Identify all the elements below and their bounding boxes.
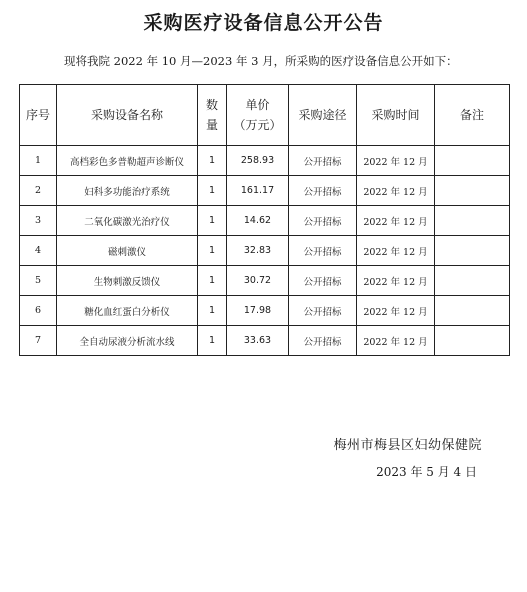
cell-time: 2022 年 12 月 (357, 176, 435, 206)
cell-time: 2022 年 12 月 (357, 146, 435, 176)
header-price-line1: 单价 (245, 98, 270, 112)
header-procurement-time: 采购时间 (357, 85, 435, 146)
cell-time: 2022 年 12 月 (357, 206, 435, 236)
cell-quantity: 1 (198, 326, 227, 356)
cell-time: 2022 年 12 月 (357, 296, 435, 326)
cell-remark (435, 146, 510, 176)
cell-equipment-name: 二氧化碳激光治疗仪 (57, 206, 198, 236)
cell-remark (435, 176, 510, 206)
table-row (20, 146, 510, 176)
cell-quantity: 1 (198, 296, 227, 326)
cell-unit-price: 14.62 (227, 206, 289, 236)
header-price-line2: （万元） (233, 118, 282, 132)
header-seq: 序号 (20, 85, 57, 146)
header-procurement-channel: 采购途径 (289, 85, 357, 146)
cell-quantity: 1 (198, 236, 227, 266)
cell-time: 2022 年 12 月 (357, 266, 435, 296)
signature-date: 2023 年 5 月 4 日 (376, 465, 477, 479)
cell-channel: 公开招标 (289, 236, 357, 266)
cell-channel: 公开招标 (289, 326, 357, 356)
cell-quantity: 1 (198, 206, 227, 236)
table-row (20, 236, 510, 266)
cell-seq: 2 (20, 176, 57, 206)
header-remark: 备注 (435, 85, 510, 146)
header-equipment-name: 采购设备名称 (57, 85, 198, 146)
cell-channel: 公开招标 (289, 146, 357, 176)
cell-channel: 公开招标 (289, 176, 357, 206)
signature-organization: 梅州市梅县区妇幼保健院 (333, 438, 482, 453)
cell-unit-price: 17.98 (227, 296, 289, 326)
cell-remark (435, 266, 510, 296)
table-row (20, 206, 510, 236)
cell-channel: 公开招标 (289, 206, 357, 236)
cell-seq: 1 (20, 146, 57, 176)
document-title: 采购医疗设备信息公开公告 (143, 12, 384, 34)
cell-equipment-name: 高档彩色多普勒超声诊断仪 (57, 146, 198, 176)
cell-remark (435, 236, 510, 266)
cell-unit-price: 30.72 (227, 266, 289, 296)
cell-remark (435, 206, 510, 236)
table-row (20, 296, 510, 326)
cell-remark (435, 326, 510, 356)
cell-equipment-name: 磁刺激仪 (57, 236, 198, 266)
cell-unit-price: 161.17 (227, 176, 289, 206)
cell-time: 2022 年 12 月 (357, 236, 435, 266)
cell-unit-price: 33.63 (227, 326, 289, 356)
header-quantity-line2: 量 (205, 118, 218, 132)
cell-unit-price: 258.93 (227, 146, 289, 176)
cell-remark (435, 296, 510, 326)
cell-seq: 6 (20, 296, 57, 326)
procurement-table (19, 84, 510, 356)
cell-quantity: 1 (198, 146, 227, 176)
cell-equipment-name: 糖化血红蛋白分析仪 (57, 296, 198, 326)
cell-unit-price: 32.83 (227, 236, 289, 266)
header-unit-price (227, 85, 289, 146)
cell-channel: 公开招标 (289, 266, 357, 296)
cell-equipment-name: 妇科多功能治疗系统 (57, 176, 198, 206)
table-row (20, 176, 510, 206)
table-header-row (20, 85, 510, 146)
header-quantity (198, 85, 227, 146)
cell-seq: 3 (20, 206, 57, 236)
header-quantity-line1: 数 (205, 98, 218, 112)
cell-quantity: 1 (198, 266, 227, 296)
cell-seq: 5 (20, 266, 57, 296)
table-row (20, 326, 510, 356)
cell-quantity: 1 (198, 176, 227, 206)
cell-channel: 公开招标 (289, 296, 357, 326)
cell-time: 2022 年 12 月 (357, 326, 435, 356)
cell-equipment-name: 生物刺激反馈仪 (57, 266, 198, 296)
intro-paragraph: 现将我院 2022 年 10 月—2023 年 3 月，所采购的医疗设备信息公开如下： (64, 54, 458, 68)
cell-seq: 7 (20, 326, 57, 356)
cell-seq: 4 (20, 236, 57, 266)
table-row (20, 266, 510, 296)
cell-equipment-name: 全自动尿液分析流水线 (57, 326, 198, 356)
